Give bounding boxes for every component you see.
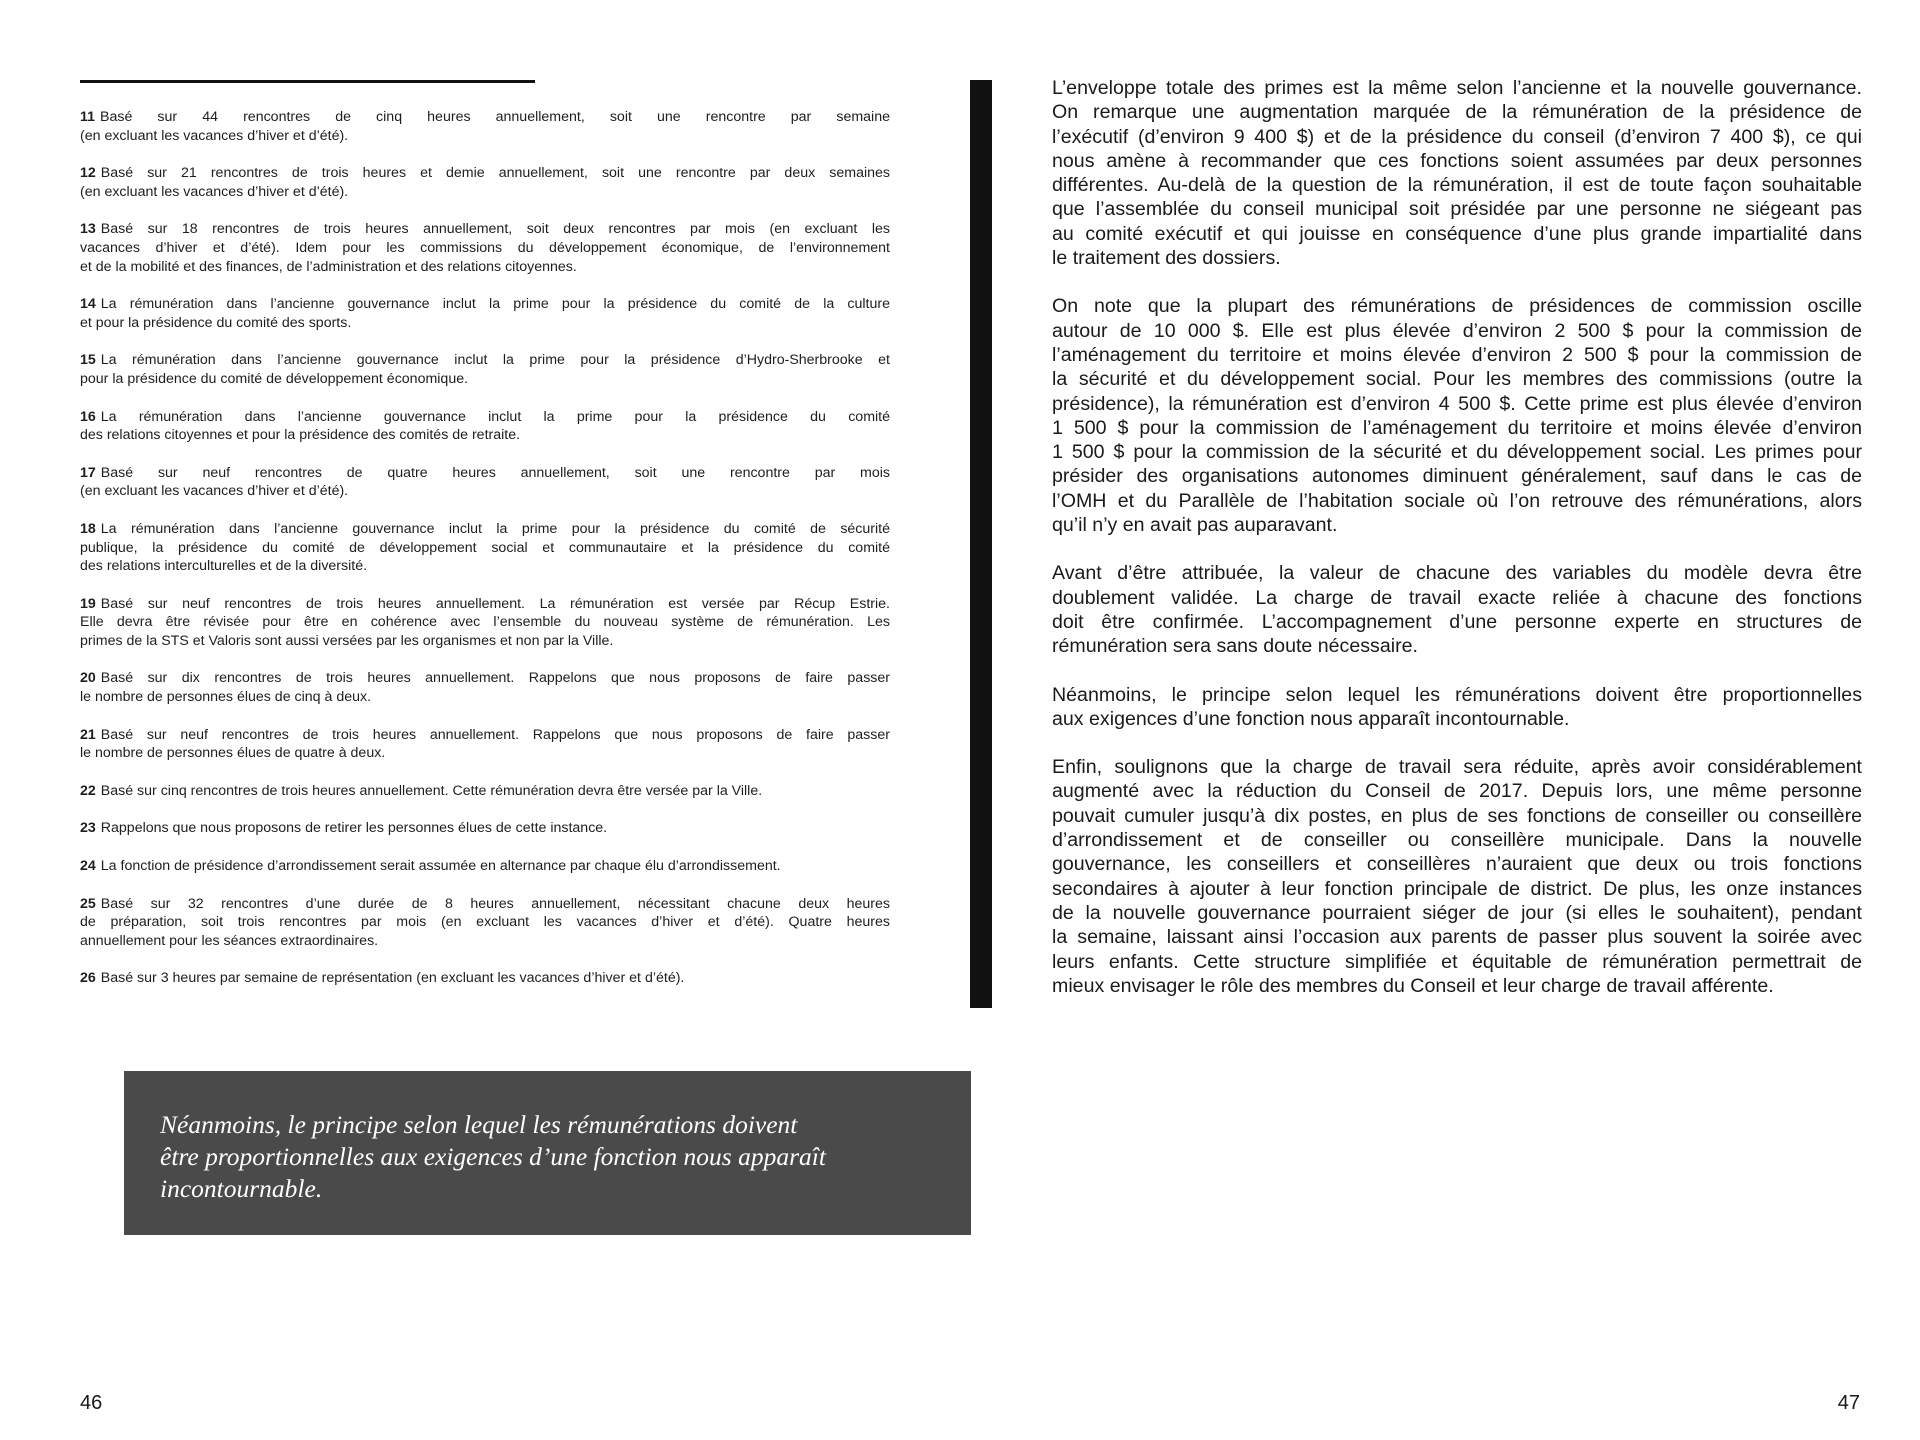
footnote-text: Basé sur 18 rencontres de trois heures annuellement, soit deux rencontres par mois (en excluant les <box>100 221 890 238</box>
footnote-text: le nombre de personnes élues de quatre à deux. <box>80 745 386 762</box>
footnote-number: 26 <box>80 970 96 987</box>
footnote-number: 16 <box>80 408 96 425</box>
paragraph-line: l’OMH et du Parallèle de l’habitation sociale où l’on retrouve des rémunérations, alors <box>1052 489 1862 512</box>
body-paragraph <box>1052 76 1862 270</box>
paragraph-line: 1 500 $ pour la commission de l’aménagement du territoire et moins élevée d’environ <box>1052 416 1862 439</box>
footnote-number: 23 <box>80 820 96 837</box>
paragraph-line: au comité exécutif et qui jouisse en conséquence d’une plus grande impartialité dans <box>1052 222 1862 245</box>
footnote-text: des relations citoyennes et pour la présidence des comités de retraite. <box>80 427 521 444</box>
pull-quote-box <box>124 1071 971 1235</box>
footnote-number: 18 <box>80 520 96 537</box>
footnote-number: 25 <box>80 895 96 912</box>
footnote-text: La rémunération dans l’ancienne gouvernance inclut la prime pour la présidence du comité de la culture <box>100 296 890 313</box>
page-number-right: 47 <box>1837 1392 1860 1414</box>
footnote-line <box>80 726 890 745</box>
footnote-11 <box>80 108 890 145</box>
footnote-line <box>80 744 890 763</box>
paragraph-line: le traitement des dossiers. <box>1052 247 1281 270</box>
paragraph-line: l’exécutif (d’environ 9 400 $) et de la présidence du conseil (d’environ 7 400 $), ce qui <box>1052 125 1862 148</box>
paragraph-line: la sécurité et du développement social. Pour les membres des commissions (outre la <box>1052 368 1862 391</box>
footnote-number: 11 <box>80 109 95 125</box>
footnote-line <box>80 370 890 389</box>
page-number-left: 46 <box>80 1392 103 1414</box>
footnote-text: Basé sur 3 heures par semaine de représentation (en excluant les vacances d’hiver et d’été). <box>100 970 685 987</box>
paragraph-line: d’arrondissement et de conseiller ou conseillère municipale. Dans la nouvelle <box>1052 829 1862 852</box>
footnote-text: La rémunération dans l’ancienne gouvernance inclut la prime pour la présidence d’Hydro-Sherbrooke et <box>100 352 890 369</box>
footnote-text: Basé sur neuf rencontres de trois heures annuellement. Rappelons que nous proposons de faire passer <box>100 726 890 743</box>
footnote-number: 22 <box>80 782 96 799</box>
footnotes-list <box>80 108 890 1007</box>
paragraph-line: rémunération sera sans doute nécessaire. <box>1052 635 1418 658</box>
footnote-text: et de la mobilité et des finances, de l’administration et des relations citoyennes. <box>80 258 577 275</box>
footnote-line <box>80 688 890 707</box>
footnote-26 <box>80 969 890 988</box>
footnote-line <box>80 913 890 932</box>
footnote-text: annuellement pour les séances extraordinaires. <box>80 932 379 949</box>
body-paragraph <box>1052 755 1862 998</box>
footnote-number: 24 <box>80 858 96 875</box>
footnote-number: 14 <box>80 296 96 313</box>
footnote-line <box>80 464 890 483</box>
footnote-text: vacances d’hiver et d’été). Idem pour les commissions du développement économique, de l’environnement <box>80 239 890 256</box>
footnote-12 <box>80 164 890 201</box>
paragraph-line: de la nouvelle gouvernance pourraient siéger de jour (si elles le souhaitent), pendant <box>1052 901 1862 924</box>
footnote-number: 15 <box>80 352 96 369</box>
pull-quote-line: être proportionnelles aux exigences d’une fonction nous apparaît <box>160 1142 826 1171</box>
footnote-line <box>80 557 890 576</box>
footnote-text: pour la présidence du comité de développement économique. <box>80 370 469 387</box>
footnote-line <box>80 669 890 688</box>
vertical-bar-divider <box>970 80 992 1008</box>
footnote-line <box>80 857 890 876</box>
footnote-line <box>80 539 890 558</box>
body-paragraph <box>1052 683 1862 732</box>
footnote-text: La fonction de présidence d’arrondissement serait assumée en alternance par chaque élu d’arrondissement. <box>100 858 781 875</box>
footnote-number: 12 <box>80 165 96 182</box>
paragraph-line: augmenté avec la réduction du Conseil de 2017. Depuis lors, une même personne <box>1052 780 1862 803</box>
footnote-text: Basé sur neuf rencontres de trois heures annuellement. La rémunération est versée par Récup Estrie. <box>100 595 890 612</box>
footnote-line <box>80 520 890 539</box>
footnote-text: La rémunération dans l’ancienne gouvernance inclut la prime pour la présidence du comité <box>100 408 890 425</box>
footnote-line <box>80 819 890 838</box>
footnote-line <box>80 108 890 127</box>
paragraph-line: la semaine, laissant ainsi l’occasion aux parents de passer plus souvent la soirée avec <box>1052 926 1862 949</box>
footnote-text: (en excluant les vacances d’hiver et d’été). <box>80 183 349 200</box>
footnote-line <box>80 314 890 333</box>
footnote-21 <box>80 726 890 763</box>
footnote-line <box>80 613 890 632</box>
pull-quote-text <box>160 1109 935 1205</box>
top-rule <box>80 80 535 83</box>
footnote-line <box>80 408 890 427</box>
paragraph-line: leurs enfants. Cette structure simplifiée et équitable de rémunération permettrait de <box>1052 950 1862 973</box>
footnote-17 <box>80 464 890 501</box>
pull-quote-line: Néanmoins, le principe selon lequel les rémunérations doivent <box>160 1110 798 1139</box>
footnote-line <box>80 127 890 146</box>
footnote-line <box>80 932 890 951</box>
footnote-14 <box>80 295 890 332</box>
paragraph-line: secondaires à ajouter à leur fonction principale de district. De plus, les onze instances <box>1052 877 1862 900</box>
footnote-line <box>80 595 890 614</box>
footnote-line <box>80 183 890 202</box>
footnote-text: La rémunération dans l’ancienne gouvernance inclut la prime pour la présidence du comité de sécurité <box>100 520 890 537</box>
footnote-text: Basé sur dix rencontres de trois heures annuellement. Rappelons que nous proposons de faire passer <box>100 670 890 687</box>
footnote-number: 19 <box>80 595 96 612</box>
paragraph-line: pouvait cumuler jusqu’à dix postes, en plus de ses fonctions de conseiller ou conseillère <box>1052 804 1862 827</box>
paragraph-line: Enfin, soulignons que la charge de travail sera réduite, après avoir considérablement <box>1052 756 1862 779</box>
paragraph-line: 1 500 $ pour la commission de la sécurité et du développement social. Les primes pour <box>1052 441 1862 464</box>
body-paragraph <box>1052 561 1862 658</box>
footnote-text: Basé sur neuf rencontres de quatre heures annuellement, soit une rencontre par mois <box>100 464 890 481</box>
footnote-line <box>80 969 890 988</box>
footnote-line <box>80 239 890 258</box>
footnote-20 <box>80 669 890 706</box>
footnote-line <box>80 295 890 314</box>
footnote-line <box>80 351 890 370</box>
footnote-25 <box>80 895 890 951</box>
paragraph-line: L’enveloppe totale des primes est la même selon l’ancienne et la nouvelle gouvernance. <box>1052 77 1862 99</box>
footnote-text: (en excluant les vacances d’hiver et d’été). <box>80 127 349 144</box>
paragraph-line: On remarque une augmentation marquée de la rémunération de la présidence de <box>1052 101 1862 124</box>
body-text-column <box>1052 76 1862 1022</box>
footnote-18 <box>80 520 890 576</box>
paragraph-line: différentes. Au-delà de la question de la rémunération, il est de toute façon souhaitable <box>1052 174 1862 197</box>
footnote-line <box>80 164 890 183</box>
footnote-number: 13 <box>80 221 96 238</box>
footnote-text: et pour la présidence du comité des sports. <box>80 314 352 331</box>
footnote-line <box>80 426 890 445</box>
paragraph-line: que l’assemblée du conseil municipal soit présidée par une personne ne siégeant pas <box>1052 198 1862 221</box>
paragraph-line: On note que la plupart des rémunérations de présidences de commission oscille <box>1052 295 1862 318</box>
footnote-text: Basé sur cinq rencontres de trois heures annuellement. Cette rémunération devra être versée par la Ville. <box>100 782 763 799</box>
paragraph-line: doublement validée. La charge de travail exacte reliée à chacune des fonctions <box>1052 586 1862 609</box>
paragraph-line: nous amène à recommander que ces fonctions soient assumées par deux personnes <box>1052 149 1862 172</box>
paragraph-line: présider des organisations autonomes diminuent généralement, sauf dans le cas de <box>1052 465 1862 488</box>
footnote-line <box>80 782 890 801</box>
footnote-16 <box>80 408 890 445</box>
footnote-text: (en excluant les vacances d’hiver et d’été). <box>80 483 349 500</box>
footnote-text: Elle devra être révisée pour être en cohérence avec l’ensemble du nouveau système de rémunération. Les <box>80 614 890 631</box>
paragraph-line: mieux envisager le rôle des membres du Conseil et leur charge de travail afférente. <box>1052 974 1774 997</box>
pull-quote-line: incontournable. <box>160 1174 323 1203</box>
body-paragraph <box>1052 294 1862 537</box>
footnote-text: publique, la présidence du comité de développement social et communautaire et la présidence du comité <box>80 539 890 556</box>
paragraph-line: présidence), la rémunération est d’environ 4 500 $. Cette prime est plus élevée d’environ <box>1052 392 1862 415</box>
paragraph-line: autour de 10 000 $. Elle est plus élevée d’environ 2 500 $ pour la commission de <box>1052 319 1862 342</box>
footnote-13 <box>80 220 890 276</box>
footnote-line <box>80 258 890 277</box>
paragraph-line: Néanmoins, le principe selon lequel les rémunérations doivent être proportionnelles <box>1052 683 1862 706</box>
footnote-text: Basé sur 21 rencontres de trois heures et demie annuellement, soit une rencontre par deux semaines <box>100 165 890 182</box>
footnote-number: 21 <box>80 726 96 743</box>
paragraph-line: Avant d’être attribuée, la valeur de chacune des variables du modèle devra être <box>1052 562 1862 585</box>
footnote-line <box>80 482 890 501</box>
paragraph-line: l’aménagement du territoire et moins élevée d’environ 2 500 $ pour la commission de <box>1052 343 1862 366</box>
footnote-text: de préparation, soit trois rencontres par mois (en excluant les vacances d’hiver et d’été). Quatre heures <box>80 914 890 931</box>
footnote-text: le nombre de personnes élues de cinq à deux. <box>80 689 372 706</box>
footnote-22 <box>80 782 890 801</box>
footnote-15 <box>80 351 890 388</box>
footnote-23 <box>80 819 890 838</box>
paragraph-line: aux exigences d’une fonction nous apparaît incontournable. <box>1052 707 1570 730</box>
footnote-line <box>80 632 890 651</box>
footnote-number: 17 <box>80 464 96 481</box>
footnote-text: primes de la STS et Valoris sont aussi versées par les organismes et non par la Ville. <box>80 632 614 649</box>
paragraph-line: gouvernance, les conseillers et conseillères n’auraient que deux ou trois fonctions <box>1052 853 1862 876</box>
footnote-text: des relations interculturelles et de la diversité. <box>80 558 368 575</box>
footnote-text: Rappelons que nous proposons de retirer les personnes élues de cette instance. <box>100 820 608 837</box>
footnote-text: Basé sur 32 rencontres d’une durée de 8 heures annuellement, nécessitant chacune deux heures <box>100 895 890 912</box>
footnote-19 <box>80 595 890 651</box>
footnote-line <box>80 895 890 914</box>
footnote-text: Basé sur 44 rencontres de cinq heures annuellement, soit une rencontre par semaine <box>100 109 890 125</box>
footnote-24 <box>80 857 890 876</box>
paragraph-line: qu’il n’y en avait pas auparavant. <box>1052 514 1338 537</box>
footnote-line <box>80 220 890 239</box>
footnote-number: 20 <box>80 670 96 687</box>
paragraph-line: doit être confirmée. L’accompagnement d’une personne experte en structures de <box>1052 610 1862 633</box>
